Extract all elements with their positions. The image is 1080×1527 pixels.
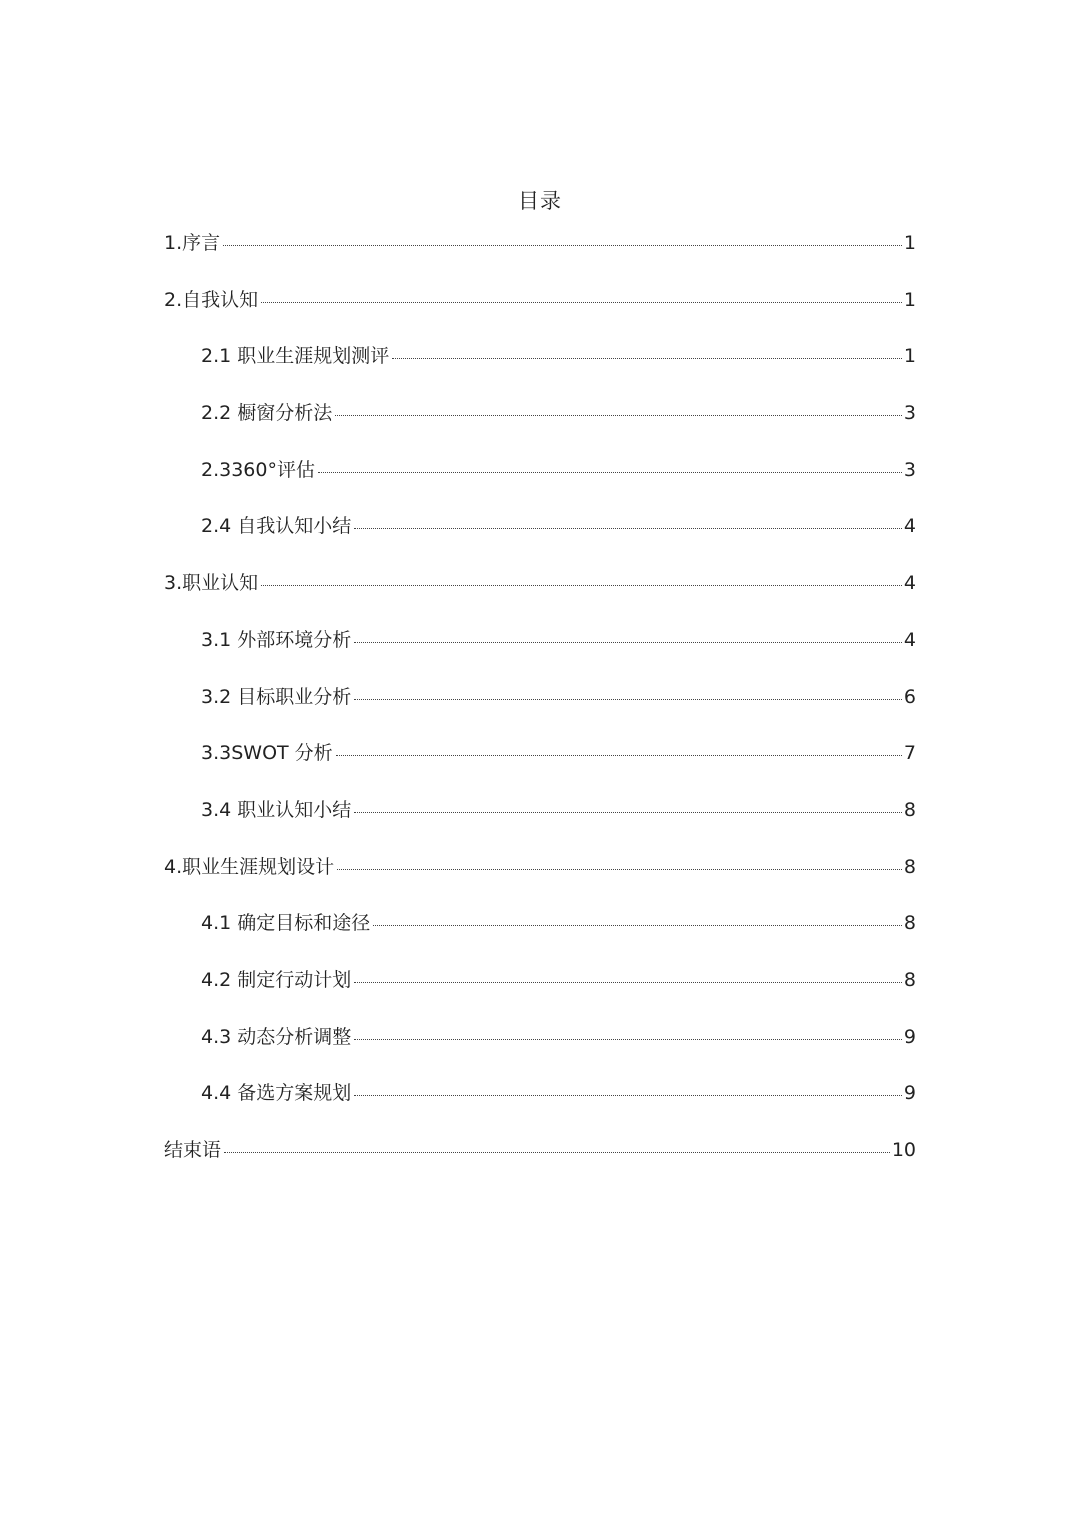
toc-entry[interactable] (164, 908, 916, 965)
toc-entry-label: 3.3SWOT 分析 (201, 742, 333, 765)
toc-entry-label: 3.职业认知 (164, 572, 259, 595)
toc-entry[interactable] (164, 1022, 916, 1079)
dot-leader (261, 302, 902, 303)
toc-entry-label: 3.1 外部环境分析 (201, 628, 352, 651)
toc-entry-label: 3.2 目标职业分析 (201, 685, 352, 708)
toc-entry-label: 4.3 动态分析调整 (201, 1025, 352, 1048)
dot-leader (392, 358, 902, 359)
toc-entry-page-number: 8 (903, 912, 916, 935)
toc-entry-label: 4.1 确定目标和途径 (201, 912, 371, 935)
toc-entry-page-number: 9 (903, 1025, 916, 1048)
dot-leader (224, 1152, 890, 1153)
toc-entry[interactable] (164, 965, 916, 1022)
toc-entry[interactable] (164, 625, 916, 682)
toc-entry-label: 4.职业生涯规划设计 (164, 855, 335, 878)
toc-entry[interactable] (164, 1078, 916, 1135)
toc-entry[interactable] (164, 285, 916, 342)
toc-entry-page-number: 8 (903, 968, 916, 991)
toc-entry[interactable] (164, 228, 916, 285)
toc-entry-page-number: 9 (903, 1082, 916, 1105)
toc-entry[interactable] (164, 738, 916, 795)
toc-entry[interactable] (164, 852, 916, 909)
toc-entry-page-number: 10 (891, 1139, 916, 1161)
toc-entry-page-number: 1 (903, 232, 916, 254)
toc-entry[interactable] (164, 682, 916, 739)
toc-entry[interactable] (164, 455, 916, 512)
dot-leader (354, 1095, 902, 1096)
toc-entry[interactable] (164, 1135, 916, 1192)
table-of-contents (164, 228, 916, 1192)
toc-entry-label: 2.2 橱窗分析法 (201, 402, 333, 425)
dot-leader (354, 1039, 902, 1040)
toc-entry[interactable] (164, 398, 916, 455)
toc-entry-label: 4.4 备选方案规划 (201, 1082, 352, 1105)
dot-leader (354, 699, 902, 700)
dot-leader (223, 245, 902, 246)
toc-entry-page-number: 1 (903, 345, 916, 368)
dot-leader (261, 585, 902, 586)
toc-entry[interactable] (164, 795, 916, 852)
toc-entry-label: 2.3360°评估 (201, 458, 315, 481)
dot-leader (354, 642, 902, 643)
dot-leader (354, 982, 902, 983)
toc-entry-page-number: 4 (903, 515, 916, 538)
toc-entry-label: 3.4 职业认知小结 (201, 798, 352, 821)
toc-entry-label: 结束语 (164, 1139, 222, 1161)
dot-leader (337, 869, 902, 870)
toc-entry-label: 2.4 自我认知小结 (201, 515, 352, 538)
toc-entry-page-number: 8 (903, 798, 916, 821)
toc-entry-page-number: 4 (903, 628, 916, 651)
toc-entry-label: 2.自我认知 (164, 288, 259, 311)
toc-entry[interactable] (164, 568, 916, 625)
toc-entry-label: 4.2 制定行动计划 (201, 968, 352, 991)
page-title: 目录 (518, 189, 562, 213)
toc-entry-label: 2.1 职业生涯规划测评 (201, 345, 390, 368)
toc-entry[interactable] (164, 341, 916, 398)
toc-entry-page-number: 3 (903, 402, 916, 425)
toc-entry-page-number: 6 (903, 685, 916, 708)
toc-entry-page-number: 4 (903, 572, 916, 595)
toc-entry[interactable] (164, 511, 916, 568)
toc-entry-page-number: 1 (903, 288, 916, 311)
dot-leader (373, 925, 902, 926)
dot-leader (318, 472, 902, 473)
toc-entry-page-number: 8 (903, 855, 916, 878)
toc-entry-label: 1.序言 (164, 232, 221, 254)
dot-leader (335, 415, 902, 416)
dot-leader (354, 528, 902, 529)
dot-leader (354, 812, 902, 813)
toc-entry-page-number: 7 (903, 742, 916, 765)
dot-leader (336, 755, 902, 756)
toc-entry-page-number: 3 (903, 458, 916, 481)
